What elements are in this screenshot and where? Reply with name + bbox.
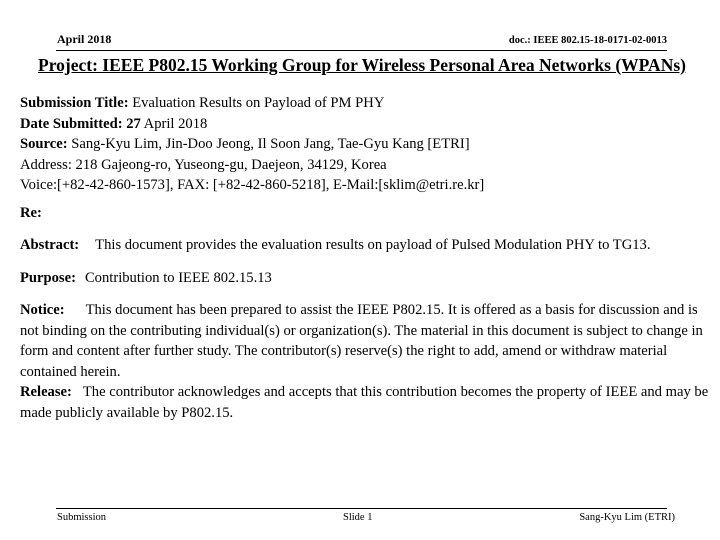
abstract-line [20,235,710,256]
release-paragraph [20,382,710,423]
date-submitted-label: Date Submitted: [20,115,123,132]
purpose-line [20,268,710,289]
purpose-label: Purpose: [20,269,76,286]
date-submitted-day: 27 [126,115,141,132]
release-label: Release: [20,384,72,400]
source-line [20,134,710,155]
purpose-text: Contribution to IEEE 802.15.13 [84,269,272,286]
release-text: The contributor acknowledges and accepts that this contribution becomes the property of IEEE and may be made publicly available by P802.15. [20,384,709,421]
page-title: Project: IEEE P802.15 Working Group for Wireless Personal Area Networks (WPANs) [38,55,686,75]
header-divider [56,50,667,51]
abstract-text: This document provides the evaluation results on payload of Pulsed Modulation PHY to TG13. [95,237,651,253]
notice-label: Notice: [20,302,65,318]
date-submitted-rest: April 2018 [143,115,208,132]
notice-text: This document has been prepared to assist the IEEE P802.15. It is offered as a basis for discussion and is not binding on the contributing individual(s) or organization(s). The material in this document is subject to change in form and content after further study. The contributor(s) reserve(s) the right to add, amend or withdraw material contained herein. [20,302,703,380]
footer-divider [56,508,667,509]
footer-slide-number: Slide 1 [343,512,373,523]
date-submitted-line [20,114,710,135]
source-value: Sang-Kyu Lim, Jin-Doo Jeong, Il Soon Jang, Tae-Gyu Kang [ETRI] [71,136,470,152]
notice-paragraph [20,300,710,382]
re-line [20,203,710,224]
re-label: Re: [20,204,42,221]
footer-author: Sang-Kyu Lim (ETRI) [579,512,675,523]
contact-line: Voice:[+82-42-860-1573], FAX: [+82-42-860-5218], E-Mail:[sklim@etri.re.kr] [20,177,485,193]
submission-title-label: Submission Title: [20,95,129,111]
header-doc-id: doc.: IEEE 802.15-18-0171-02-0013 [508,35,667,46]
source-label: Source: [20,136,68,152]
footer-left: Submission [57,512,107,523]
submission-title-line [20,93,710,114]
header-date: April 2018 [57,32,112,46]
abstract-label: Abstract: [20,237,80,253]
address-line: Address: 218 Gajeong-ro, Yuseong-gu, Daejeon, 34129, Korea [20,156,387,173]
slide-body [20,93,710,423]
submission-title-value: Evaluation Results on Payload of PM PHY [132,95,385,111]
